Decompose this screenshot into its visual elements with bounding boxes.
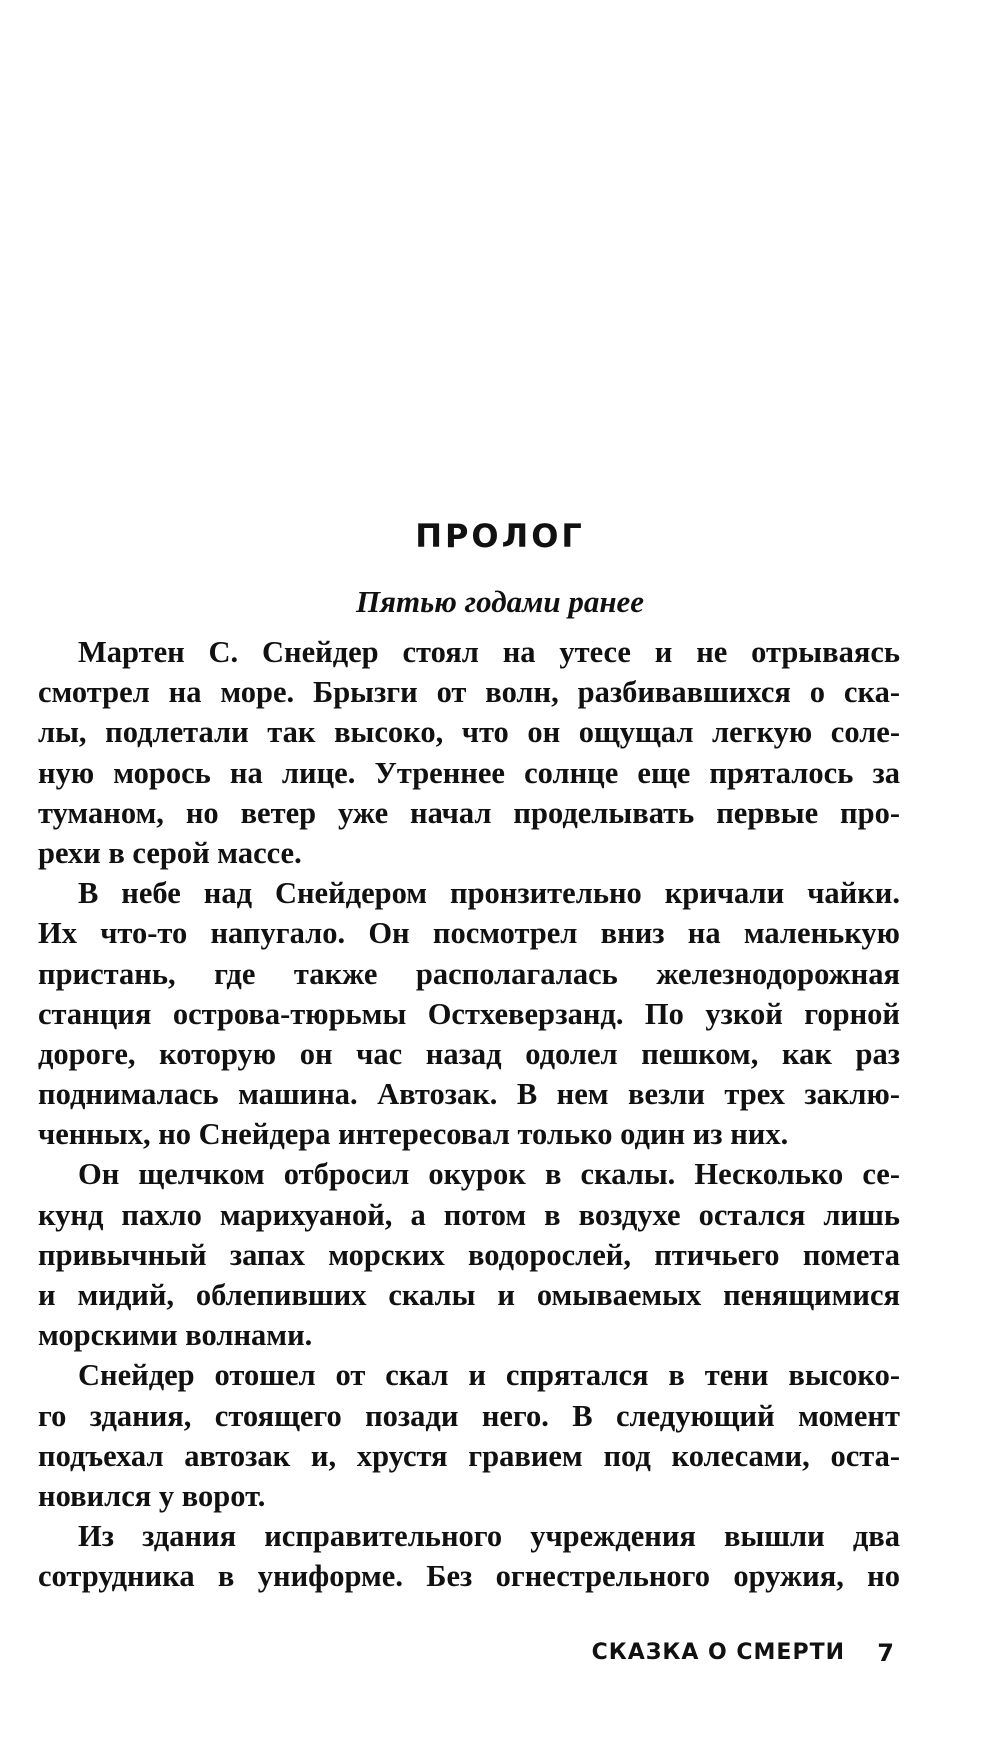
text-line: В небе над Снейдером пронзительно кричали чайки.: [78, 876, 900, 911]
paragraph: [38, 632, 900, 873]
text-line: станция острова-тюрьмы Остхеверзанд. По узкой горной: [38, 996, 900, 1031]
text-line: кунд пахло марихуаной, а потом в воздухе остался лишь: [38, 1197, 900, 1232]
text-line: ченных, но Снейдера интересовал только один из них.: [38, 1117, 789, 1152]
paragraph: [38, 873, 900, 1154]
chapter-subtitle: Пятью годами ранее: [355, 584, 645, 619]
text-line: подъехал автозак и, хрустя гравием под колесами, оста-: [38, 1438, 900, 1473]
body-text: [38, 632, 900, 1597]
text-line: туманом, но ветер уже начал проделывать первые про-: [38, 795, 900, 830]
text-line: пристань, где также располагалась железнодорожная: [38, 956, 900, 991]
text-line: привычный запах морских водорослей, птичьего помета: [38, 1237, 900, 1272]
text-line: Он щелчком отбросил окурок в скалы. Несколько се-: [78, 1157, 900, 1192]
text-line: Их что-то напугало. Он посмотрел вниз на маленькую: [38, 916, 900, 951]
paragraph: [38, 1355, 900, 1516]
text-line: новился у ворот.: [38, 1478, 266, 1513]
paragraph: [38, 1516, 900, 1596]
text-line: сотрудника в униформе. Без огнестрельного оружия, но: [38, 1559, 900, 1594]
text-line: лы, подлетали так высоко, что он ощущал легкую соле-: [38, 715, 900, 750]
text-line: и мидий, облепивших скалы и омываемых пенящимися: [38, 1278, 900, 1312]
page-footer: [38, 1633, 900, 1673]
chapter-title: ПРОЛОГ: [415, 517, 585, 555]
text-line: морскими волнами.: [38, 1318, 313, 1353]
text-line: Из здания исправительного учреждения вышли два: [78, 1519, 900, 1554]
page-number: 7: [877, 1639, 894, 1667]
running-title: СКАЗКА О СМЕРТИ: [591, 1640, 845, 1665]
text-line: рехи в серой массе.: [38, 835, 302, 870]
text-line: дороге, которую он час назад одолел пешком, как раз: [38, 1036, 900, 1071]
text-line: Мартен С. Снейдер стоял на утесе и не отрываясь: [78, 635, 900, 669]
text-line: смотрел на море. Брызги от волн, разбивавшихся о ска-: [38, 675, 900, 710]
text-line: го здания, стоящего позади него. В следующий момент: [38, 1398, 900, 1433]
text-line: поднималась машина. Автозак. В нем везли трех заклю-: [38, 1077, 900, 1112]
text-line: Снейдер отошел от скал и спрятался в тени высоко-: [78, 1358, 900, 1393]
paragraph: [38, 1154, 900, 1355]
text-line: ную морось на лице. Утреннее солнце еще пряталось за: [38, 755, 900, 790]
